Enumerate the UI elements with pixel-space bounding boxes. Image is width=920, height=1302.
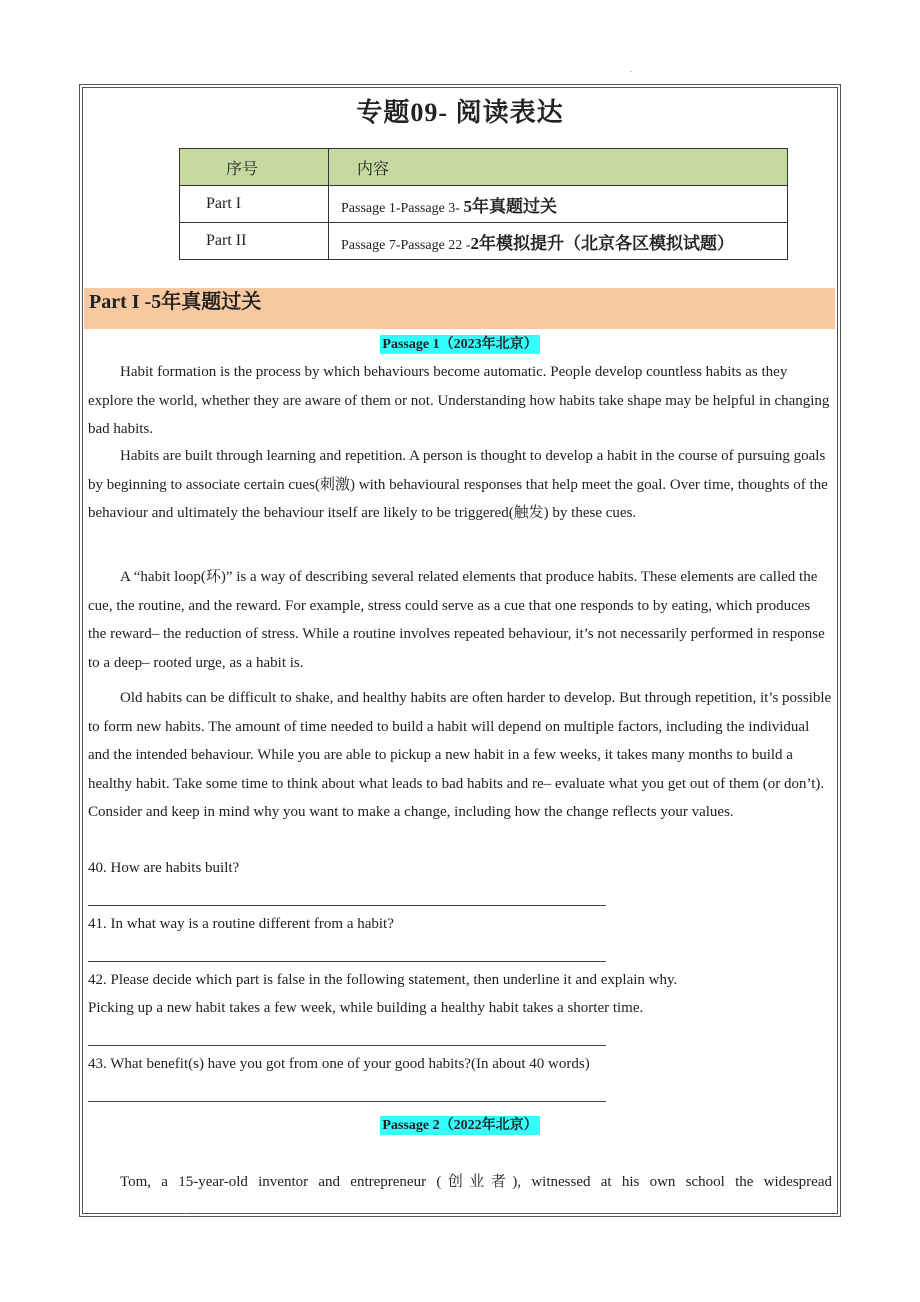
row-desc: 5年真题过关 [463,196,557,216]
question-42-statement: Picking up a new habit takes a few week, while building a healthy habit takes a shorter time. [88,1000,644,1016]
passage-2-first-line-text: Tom, a 15-year-old inventor and entrepreneur (创业者), witnessed at his own school the widespread [120,1174,832,1190]
answer-line [88,1101,606,1102]
row-part: Part I [180,186,329,223]
section-heading: Part I -5年真题过关 [84,288,835,329]
contents-table [179,148,788,260]
passage-2-first-line [88,1168,832,1197]
paragraph-4-text: Old habits can be difficult to shake, and healthy habits are often harder to develop. But through repetition, it’s possible to form new habits. The amount of time needed to build a habit will depend on multiple factors, including the individual and the intended behaviour. While you are able to pickup a new habit in a few weeks, it takes many months to build a healthy habit. Take some time to think about what leads to bad habits and re– evaluate what you get out of them (or don’t). Consider and keep in mind why you want to make a change, including how the change reflects your values. [88,690,832,820]
row-content [329,223,788,260]
row-range: Passage 7-Passage 22 - [341,237,471,253]
question-43: 43. What benefit(s) have you got from one of your good habits?(In about 40 words) [88,1056,590,1072]
paragraph-2 [88,442,832,528]
paragraph-4 [88,684,832,827]
table-header-row [180,149,788,186]
header-cell-content: 内容 [329,149,788,186]
row-content [329,186,788,223]
corner-mark: . [630,64,633,74]
question-41: 41. In what way is a routine different from a habit? [88,916,394,932]
passage-1-label-text: Passage 1（2023年北京） [382,337,538,352]
header-cell-number: 序号 [180,149,329,186]
table-row [180,223,788,260]
paragraph-3 [88,563,832,677]
paragraph-1 [88,358,832,444]
passage-2-label-text: Passage 2（2022年北京） [382,1118,538,1133]
passage-1-label [0,333,920,353]
answer-line [88,1045,606,1046]
row-range: Passage 1-Passage 3- [341,200,464,216]
row-desc: 2年模拟提升（北京各区模拟试题） [470,233,734,253]
passage-2-label [0,1114,920,1134]
row-part: Part II [180,223,329,260]
paragraph-2-text: Habits are built through learning and repetition. A person is thought to develop a habit in the course of pursuing goals by beginning to associate certain cues(刺激) with behavioural responses that help meet the goal. Over time, thoughts of the behaviour and ultimately the behaviour itself are likely to be triggered(触发) by these cues. [88,448,828,521]
question-42: 42. Please decide which part is false in the following statement, then underline it and explain why. [88,972,678,988]
page-title: 专题09- 阅读表达 [356,98,564,127]
question-40: 40. How are habits built? [88,860,240,876]
table-row [180,186,788,223]
answer-line [88,961,606,962]
paragraph-3-text: A “habit loop(环)” is a way of describing several related elements that produce habits. These elements are called the cue, the routine, and the reward. For example, stress could serve as a cue that one responds to by eating, which produces the reward– the reduction of stress. While a routine involves repeated behaviour, it’s not necessarily performed in response to a deep– rooted urge, as a habit is. [88,569,825,671]
paragraph-1-text: Habit formation is the process by which behaviours become automatic. People develop countless habits as they explore the world, whether they are aware of them or not. Understanding how habits take shape may be helpful in changing bad habits. [88,364,830,437]
answer-line [88,905,606,906]
corner-mark: . [184,1206,187,1216]
